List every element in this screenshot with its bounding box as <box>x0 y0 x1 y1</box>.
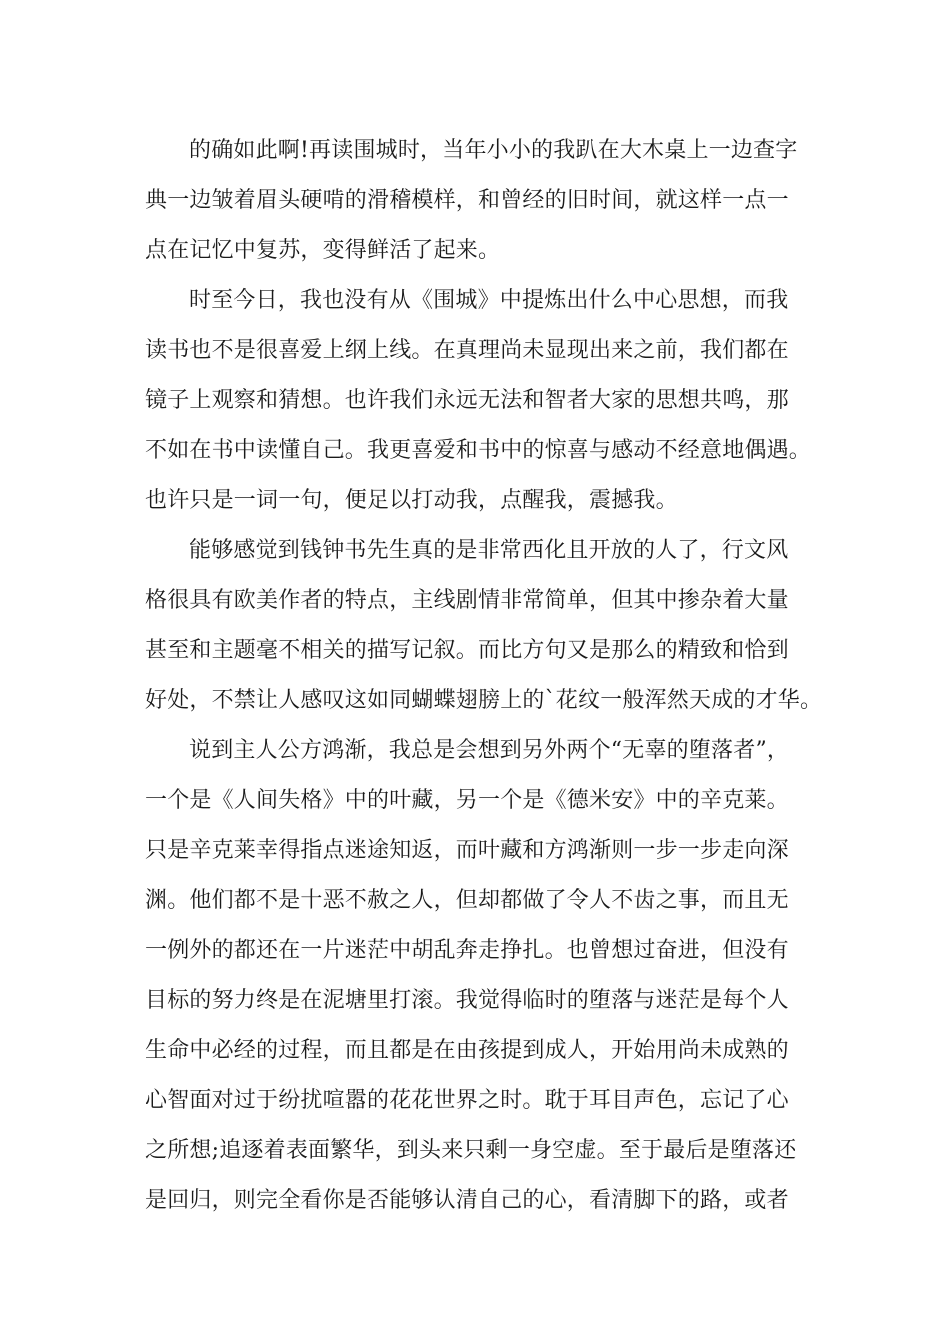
text-line: 好处，不禁让人感叹这如同蝴蝶翅膀上的`花纹一般浑然天成的才华。 <box>145 688 823 713</box>
text-line: 生命中必经的过程，而且都是在由孩提到成人，开始用尚未成熟的 <box>145 1038 789 1063</box>
text-line: 读书也不是很喜爱上纲上线。在真理尚未显现出来之前，我们都在 <box>145 338 789 363</box>
text-line: 是回归，则完全看你是否能够认清自己的心，看清脚下的路，或者 <box>145 1188 789 1213</box>
text-line: 能够感觉到钱钟书先生真的是非常西化且开放的人了，行文风 <box>189 538 789 563</box>
text-line: 典一边皱着眉头硬啃的滑稽模样，和曾经的旧时间，就这样一点一 <box>145 188 789 213</box>
text-line: 说到主人公方鸿渐，我总是会想到另外两个“无辜的堕落者”， <box>189 738 790 763</box>
text-line: 甚至和主题毫不相关的描写记叙。而比方句又是那么的精致和恰到 <box>145 638 789 663</box>
text-line: 时至今日，我也没有从《围城》中提炼出什么中心思想，而我 <box>189 288 789 313</box>
text-line: 目标的努力终是在泥塘里打滚。我觉得临时的堕落与迷茫是每个人 <box>145 988 789 1013</box>
text-line: 只是辛克莱幸得指点迷途知返，而叶藏和方鸿渐则一步一步走向深 <box>145 838 789 863</box>
text-line: 点在记忆中复苏，变得鲜活了起来。 <box>145 238 501 263</box>
text-line: 格很具有欧美作者的特点，主线剧情非常简单，但其中掺杂着大量 <box>145 588 789 613</box>
text-line: 渊。他们都不是十恶不赦之人，但却都做了令人不齿之事，而且无 <box>145 888 789 913</box>
text-line: 之所想;追逐着表面繁华，到头来只剩一身空虚。至于最后是堕落还 <box>145 1138 797 1163</box>
text-line: 镜子上观察和猜想。也许我们永远无法和智者大家的思想共鸣，那 <box>145 388 789 413</box>
text-line: 也许只是一词一句，便足以打动我，点醒我，震撼我。 <box>145 488 678 513</box>
text-line: 不如在书中读懂自己。我更喜爱和书中的惊喜与感动不经意地偶遇。 <box>145 438 812 463</box>
text-line: 一例外的都还在一片迷茫中胡乱奔走挣扎。也曾想过奋进，但没有 <box>145 938 789 963</box>
text-line: 的确如此啊!再读围城时，当年小小的我趴在大木桌上一边查字 <box>189 138 798 163</box>
text-line: 心智面对过于纷扰喧嚣的花花世界之时。耽于耳目声色，忘记了心 <box>145 1088 789 1113</box>
text-line: 一个是《人间失格》中的叶藏，另一个是《德米安》中的辛克莱。 <box>145 788 789 813</box>
